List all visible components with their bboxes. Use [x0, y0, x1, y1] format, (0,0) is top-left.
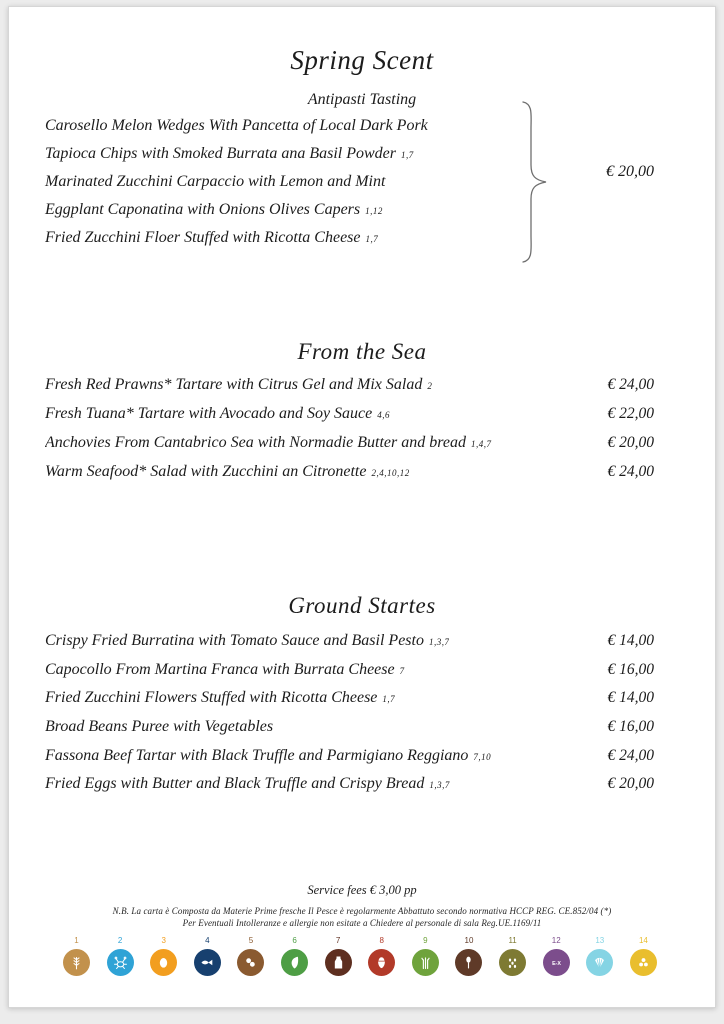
dish-name: Fresh Tuana* Tartare with Avocado and Soy Sauce — [45, 405, 373, 422]
allergen-number: 10 — [464, 936, 474, 945]
dish-price: € 24,00 — [607, 463, 654, 480]
allergen-item — [281, 937, 308, 976]
menu-item — [45, 173, 523, 191]
antipasti-heading: Antipasti Tasting — [307, 91, 417, 108]
milk-jug-icon — [325, 949, 352, 976]
allergen-codes: 1,4,7 — [471, 439, 492, 449]
allergen-codes: 2 — [427, 381, 433, 391]
menu-item — [45, 689, 654, 707]
dish-name: Marinated Zucchini Carpaccio with Lemon and Mint — [45, 173, 386, 190]
allergen-number: 7 — [335, 936, 341, 945]
allergen-number: 1 — [74, 936, 79, 945]
dish-price: € 20,00 — [607, 775, 654, 792]
service-fee-note: Service fees € 3,00 pp — [307, 883, 417, 897]
allergen-number: 8 — [379, 936, 384, 945]
dish-name: Fried Zucchini Floer Stuffed with Ricotta Cheese — [45, 229, 361, 246]
allergen-codes: 2,4,10,12 — [371, 468, 410, 478]
allergen-codes: 1,7 — [400, 150, 414, 160]
allergen-legend — [63, 937, 657, 976]
dish-price: € 20,00 — [607, 434, 654, 451]
antipasti-price: € 20,00 — [606, 163, 654, 180]
allergen-number: 13 — [595, 936, 605, 945]
dish-price: € 22,00 — [607, 405, 654, 422]
allergen-item — [586, 937, 613, 976]
sesame-icon — [499, 949, 526, 976]
menu-item — [45, 376, 654, 394]
dish-name: Eggplant Caponatina with Onions Olives Capers — [45, 201, 361, 218]
allergen-item — [237, 937, 264, 976]
menu-item — [45, 229, 523, 247]
allergen-codes: 1,7 — [382, 694, 396, 704]
allergen-number: 9 — [423, 936, 428, 945]
menu-page — [8, 6, 716, 1008]
allergen-codes: 1,3,7 — [429, 780, 450, 790]
dish-name: Carosello Melon Wedges With Pancetta of Local Dark Pork — [45, 117, 428, 134]
allergen-item — [194, 937, 221, 976]
allergen-item — [150, 937, 177, 976]
allergen-codes: 7 — [399, 666, 405, 676]
allergen-codes: 7,10 — [473, 752, 492, 762]
dish-name: Fried Zucchini Flowers Stuffed with Ricotta Cheese — [45, 689, 378, 706]
allergen-item — [630, 937, 657, 976]
nut-icon — [368, 949, 395, 976]
allergen-item — [499, 937, 526, 976]
dish-name: Fassona Beef Tartar with Black Truffle and Parmigiano Reggiano — [45, 747, 469, 764]
menu-item — [45, 405, 654, 423]
lupin-icon — [630, 949, 657, 976]
allergen-codes: 4,6 — [377, 410, 391, 420]
section-heading-ground-startes: Ground Startes — [288, 593, 436, 618]
dish-price: € 14,00 — [607, 632, 654, 649]
allergen-codes: 1,12 — [365, 206, 383, 216]
allergen-number: 4 — [205, 936, 210, 945]
allergen-item — [543, 937, 570, 976]
menu-item — [45, 747, 654, 765]
allergen-item — [107, 937, 134, 976]
allergy-note: Per Eventuali Intolleranze e allergie non esitate a Chiedere al personale di sala Reg.UE.1169/11 — [182, 918, 542, 928]
celery-icon — [412, 949, 439, 976]
dish-name: Crispy Fried Burratina with Tomato Sauce and Basil Pesto — [45, 632, 424, 649]
dish-price: € 16,00 — [607, 661, 654, 678]
allergen-number: 3 — [161, 936, 166, 945]
wheat-icon — [63, 949, 90, 976]
sulphites-icon — [543, 949, 570, 976]
dish-name: Tapioca Chips with Smoked Burrata ana Basil Powder — [45, 145, 396, 162]
allergen-number: 2 — [117, 936, 123, 945]
dish-name: Fried Eggs with Butter and Black Truffle and Crispy Bread — [45, 775, 425, 792]
peanut-icon — [237, 949, 264, 976]
hccp-note: N.B. La carta è Composta da Materie Prime fresche Il Pesce è regolarmente Abbattuto secondo normativa HCCP REG. CE.852/04 (*) — [112, 906, 612, 916]
allergen-item — [63, 937, 90, 976]
dish-name: Capocollo From Martina Franca with Burrata Cheese — [45, 661, 395, 678]
dish-price: € 16,00 — [607, 718, 654, 735]
menu-item — [45, 661, 654, 679]
allergen-number: 6 — [292, 936, 297, 945]
allergen-item — [325, 937, 352, 976]
allergen-item — [412, 937, 439, 976]
fish-icon — [194, 949, 221, 976]
dish-name: Warm Seafood* Salad with Zucchini an Citronette — [45, 463, 367, 480]
soy-leaf-icon — [281, 949, 308, 976]
dish-name: Fresh Red Prawns* Tartare with Citrus Gel and Mix Salad — [45, 376, 423, 393]
dish-price: € 14,00 — [607, 689, 654, 706]
menu-item — [45, 463, 654, 481]
allergen-codes: 1,7 — [365, 234, 379, 244]
menu-title: Spring Scent — [290, 45, 434, 75]
dish-price: € 24,00 — [607, 747, 654, 764]
mustard-spoon-icon — [455, 949, 482, 976]
shell-icon — [586, 949, 613, 976]
dish-name: Anchovies From Cantabrico Sea with Normadie Butter and bread — [45, 434, 466, 451]
allergen-number: 11 — [508, 936, 517, 945]
menu-item — [45, 718, 654, 736]
section-heading-from-the-sea: From the Sea — [297, 339, 427, 364]
menu-item — [45, 117, 523, 135]
allergen-codes: 1,3,7 — [428, 637, 450, 647]
allergen-number: 5 — [248, 936, 254, 945]
dish-price: € 24,00 — [607, 376, 654, 393]
allergen-number: 14 — [638, 936, 648, 945]
allergen-item — [368, 937, 395, 976]
allergen-item — [455, 937, 482, 976]
crab-icon — [107, 949, 134, 976]
price-brace — [517, 99, 553, 265]
menu-item — [45, 145, 523, 163]
menu-item — [45, 775, 654, 793]
menu-item — [45, 434, 654, 452]
menu-item — [45, 201, 523, 219]
allergen-number: 12 — [551, 936, 561, 945]
menu-item — [45, 632, 654, 650]
svg-text:E-X: E-X — [551, 960, 561, 967]
dish-name: Broad Beans Puree with Vegetables — [45, 718, 274, 735]
egg-icon — [150, 949, 177, 976]
